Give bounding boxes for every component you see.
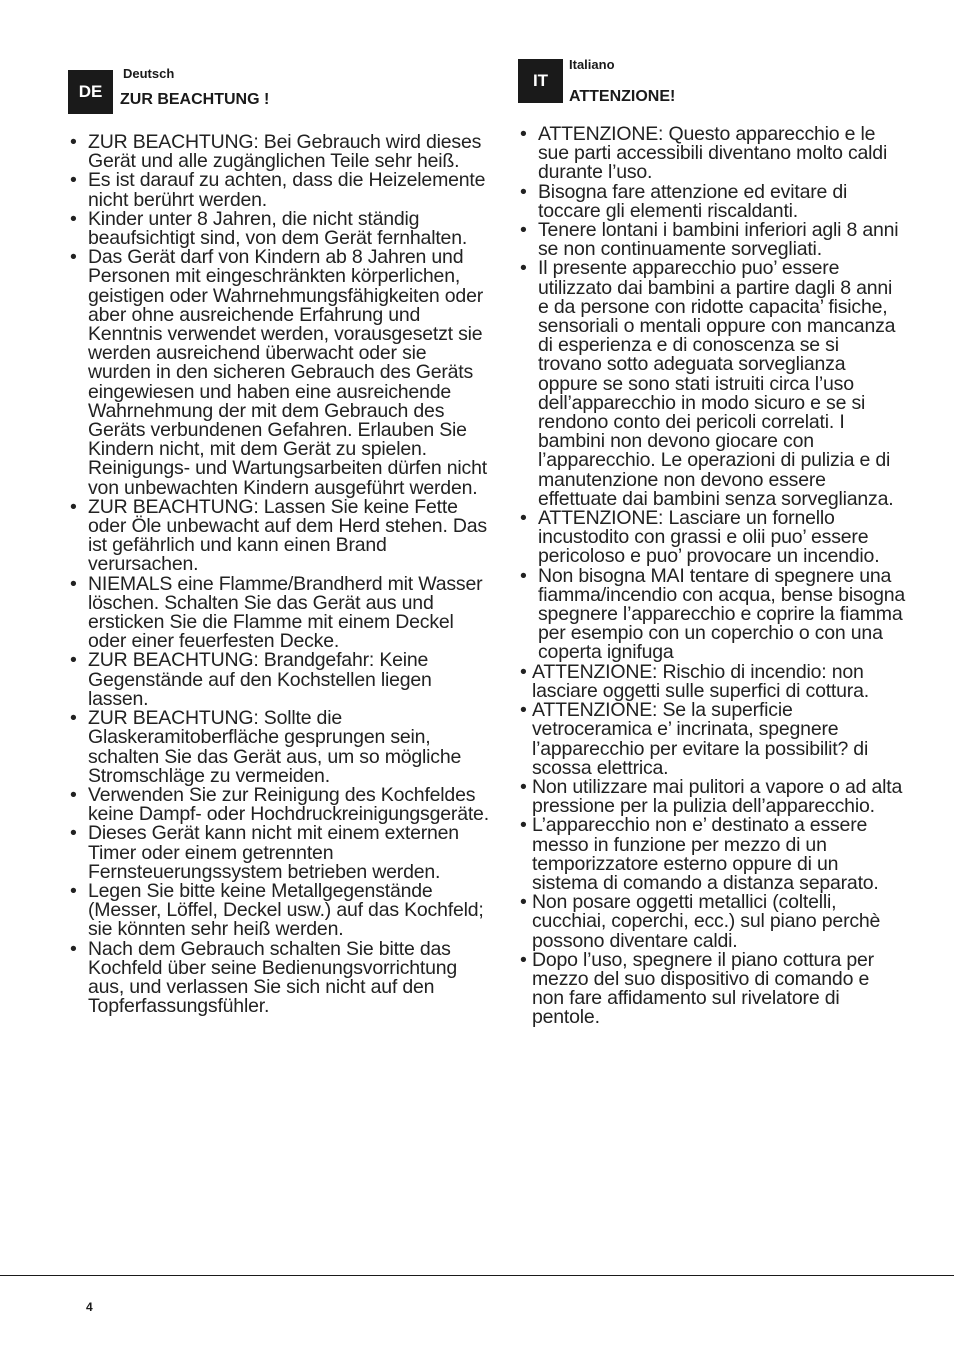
list-item: • ZUR BEACHTUNG: Bei Gebrauch wird dieses Gerät und alle zugänglichen Teile sehr heiß. — [70, 131, 482, 173]
list-item: • Nach dem Gebrauch schalten Sie bitte das Kochfeld über seine Bedienungsvorrichtung aus, und verlassen Sie sich nicht auf den Topferfassungsfühler. — [70, 937, 458, 1018]
language-name-de: Deutsch — [123, 66, 175, 81]
list-item: • Non posare oggetti metallici (coltelli, cucchiai, coperchi, ecc.) sul piano perchè possono diventare caldi. — [520, 891, 881, 952]
list-item: • L’apparecchio non e’ destinato a essere messo in funzione per mezzo di un temporizzatore esterno oppure di un sistema di comando a distanza separato. — [520, 814, 879, 894]
list-item: • ATTENZIONE: Se la superficie vetroceramica e’ incrinata, spegnere l’apparecchio per evitare la possibilit? di scossa elettrica. — [520, 699, 869, 779]
list-item: • Dopo l’uso, spegnere il piano cottura per mezzo del suo dispositivo di comando e non fare affidamento sul rivelatore di pentole. — [520, 948, 874, 1029]
list-item: • Il presente apparecchio puo’ essere utilizzato dai bambini a partire dagli 8 anni e da persone con ridotte capacita’ fisiche, sensoriali o mentali oppure con mancanza di esperienza e di conoscenza se si trovano sotto adeguata sorveglianza oppure se sono stati istruiti circa l’uso dell’apparecchio in modo sicuro e se si rendono conto dei pericoli correlati. I bambini non devono giocare con l’apparecchio. Le operazioni di pulizia e di manutenzione non devono essere effettuate dai bambini senza sorveglianza. — [520, 257, 896, 510]
list-item: • Verwenden Sie zur Reinigung des Kochfeldes keine Dampf- oder Hochdruckreinigungsgeräte. — [70, 783, 489, 826]
warning-heading-it: ATTENZIONE! — [569, 88, 676, 105]
list-item: • Tenere lontani i bambini inferiori agli 8 anni se non continuamente sorvegliati. — [520, 219, 899, 261]
warning-list-de — [70, 133, 490, 1016]
warning-list-it — [520, 125, 906, 1028]
list-item: • Bisogna fare attenzione ed evitare di toccare gli elementi riscaldanti. — [520, 180, 848, 222]
footer-divider — [0, 1275, 954, 1276]
list-item: • Kinder unter 8 Jahren, die nicht ständig beaufsichtigt sind, von dem Gerät fernhalten. — [70, 207, 468, 250]
list-item: • Dieses Gerät kann nicht mit einem externen Timer oder einem getrennten Fernsteuerungssystem betrieben werden. — [70, 822, 459, 883]
list-item: • ATTENZIONE: Lasciare un fornello incustodito con grassi e olii puo’ essere pericoloso e puo’ provocare un incendio. — [520, 507, 880, 568]
list-item: • Das Gerät darf von Kindern ab 8 Jahren und Personen mit eingeschränkten körperlichen, geistigen oder Wahrnehmungsfähigkeiten oder aber ohne ausreichende Erfahrung und Kenntnis verwendet werden, vorausgesetzt sie werden ausreichend überwacht oder sie wurden in den sicheren Gebrauch des Geräts eingewiesen und haben eine ausreichende Wahrnehmung der mit dem Gebrauch des Geräts verbundenen Gefahren. Erlauben Sie Kindern nicht, mit dem Gerät zu spielen. Reinigungs- und Wartungsarbeiten dürfen nicht von unbewachten Kindern ausgeführt werden. — [70, 246, 487, 499]
list-item: • Legen Sie bitte keine Metallgegenstände (Messer, Löffel, Deckel usw.) auf das Kochfeld; sie könnten sehr heiß werden. — [70, 879, 484, 941]
language-badge-de: DE — [68, 70, 113, 114]
list-item: • Non utilizzare mai pulitori a vapore o ad alta pressione per la pulizia dell’apparecchio. — [520, 775, 903, 818]
language-name-it: Italiano — [569, 57, 615, 72]
list-item: • ATTENZIONE: Rischio di incendio: non lasciare oggetti sulle superfici di cottura. — [520, 660, 869, 702]
list-item: • ATTENZIONE: Questo apparecchio e le sue parti accessibili diventano molto caldi durante l’uso. — [520, 123, 888, 184]
language-badge-it: IT — [518, 59, 563, 103]
list-item: • ZUR BEACHTUNG: Sollte die Glaskeramitoberfläche gesprungen sein, schalten Sie das Gerät aus, um so mögliche Stromschläge zu vermeiden. — [70, 707, 462, 787]
list-item: • Es ist darauf zu achten, dass die Heizelemente nicht berührt werden. — [70, 169, 486, 211]
list-item: • Non bisogna MAI tentare di spegnere una fiamma/incendio con acqua, bense bisogna spegnere l’apparecchio e coprire la fiamma per esempio con un coperchio o con una coperta ignifuga — [520, 564, 906, 664]
page-number: 4 — [86, 1300, 93, 1314]
list-item: • NIEMALS eine Flamme/Brandherd mit Wasser löschen. Schalten Sie das Gerät aus und ersticken Sie die Flamme mit einem Deckel oder einer feuerfesten Decke. — [70, 572, 483, 653]
list-item: • ZUR BEACHTUNG: Lassen Sie keine Fette oder Öle unbewacht auf dem Herd stehen. Das ist gefährlich und kann einen Brand verursachen. — [70, 495, 487, 576]
warning-heading-de: ZUR BEACHTUNG ! — [120, 91, 270, 108]
list-item: • ZUR BEACHTUNG: Brandgefahr: Keine Gegenstände auf den Kochstellen liegen lassen. — [70, 649, 432, 710]
